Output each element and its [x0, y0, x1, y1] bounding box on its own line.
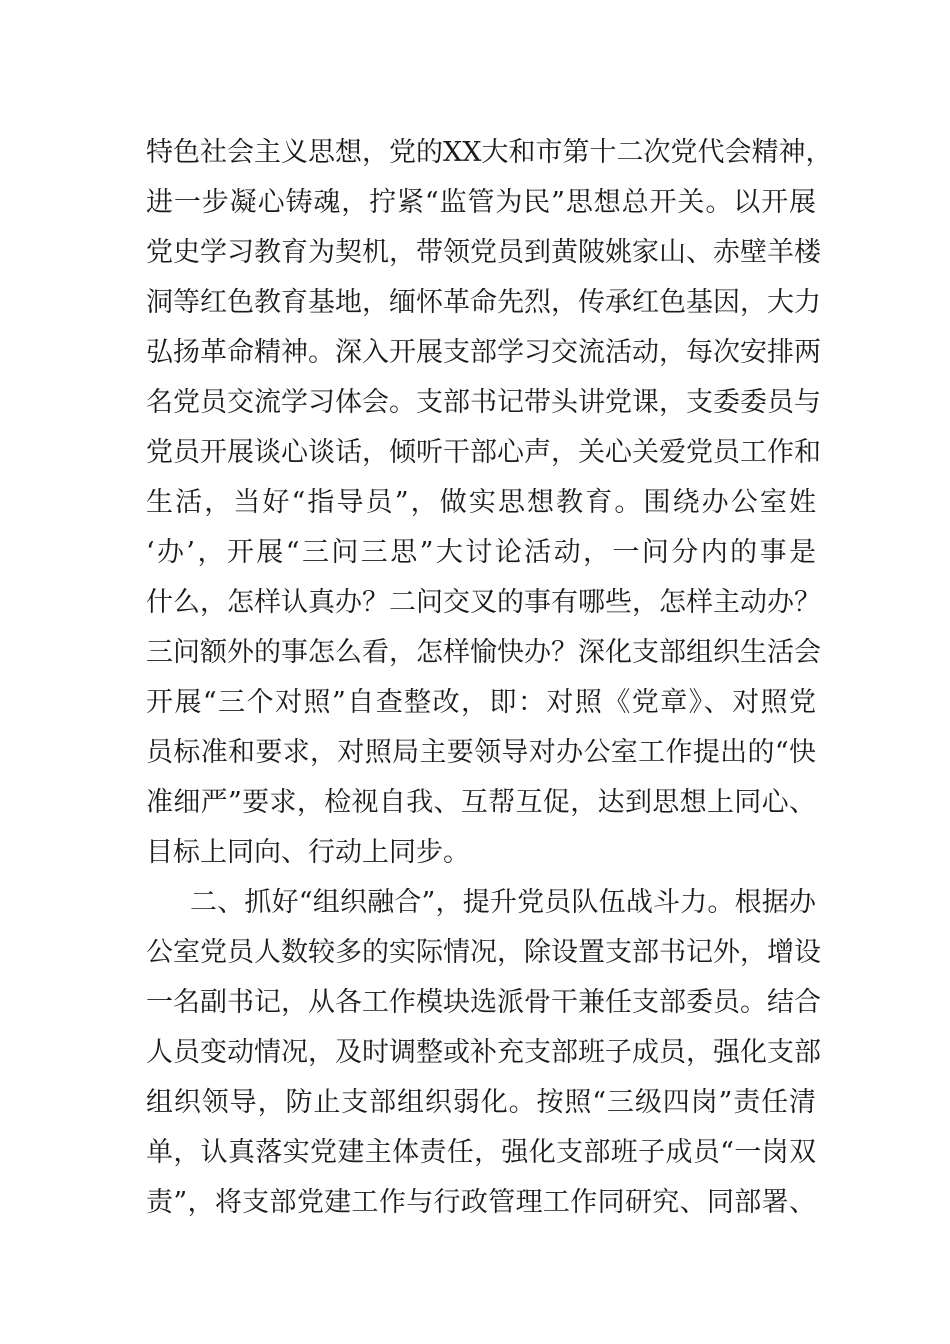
text-line: 组织领导，防止支部组织弱化。按照“三级四岗”责任清 [146, 1087, 816, 1118]
text-line: 特色社会主义思想，党的XX大和市第十二次党代会精神， [146, 137, 833, 168]
text-line: 责”，将支部党建工作与行政管理工作同研究、同部署、 [146, 1187, 816, 1218]
text-line: 目标上同向、行动上同步。 [146, 837, 470, 868]
text-line: 名党员交流学习体会。支部书记带头讲党课，支委委员与 [146, 387, 821, 418]
text-line: ‘办’，开展“三问三思”大讨论活动，一问分内的事是 [146, 537, 816, 568]
text-line: 开展“三个对照”自查整改，即：对照《党章》、对照党 [146, 687, 816, 718]
text-line: 进一步凝心铸魂，拧紧“监管为民”思想总开关。以开展 [146, 187, 816, 218]
text-line: 党员开展谈心谈话，倾听干部心声，关心关爱党员工作和 [146, 437, 821, 468]
text-line: 准细严”要求，检视自我、互帮互促，达到思想上同心、 [146, 787, 816, 818]
body-text [146, 128, 833, 1228]
text-line: 洞等红色教育基地，缅怀革命先烈，传承红色基因，大力 [146, 287, 821, 318]
text-line: 一名副书记，从各工作模块选派骨干兼任支部委员。结合 [146, 987, 821, 1018]
text-line: 三问额外的事怎么看，怎样愉快办？深化支部组织生活会 [146, 637, 821, 668]
text-line: 什么，怎样认真办？二问交叉的事有哪些，怎样主动办？ [146, 587, 821, 618]
text-line: 弘扬革命精神。深入开展支部学习交流活动，每次安排两 [146, 337, 821, 368]
text-line: 人员变动情况，及时调整或补充支部班子成员，强化支部 [146, 1037, 821, 1068]
text-line: 公室党员人数较多的实际情况，除设置支部书记外，增设 [146, 937, 821, 968]
section-heading-line: 二、抓好“组织融合”，提升党员队伍战斗力。根据办 [190, 887, 816, 918]
text-line: 单，认真落实党建主体责任，强化支部班子成员“一岗双 [146, 1137, 816, 1168]
text-line: 生活，当好“指导员”，做实思想教育。围绕办公室姓 [146, 487, 816, 518]
text-line: 党史学习教育为契机，带领党员到黄陂姚家山、赤壁羊楼 [146, 237, 821, 268]
text-line: 员标准和要求，对照局主要领导对办公室工作提出的“快 [146, 737, 816, 768]
